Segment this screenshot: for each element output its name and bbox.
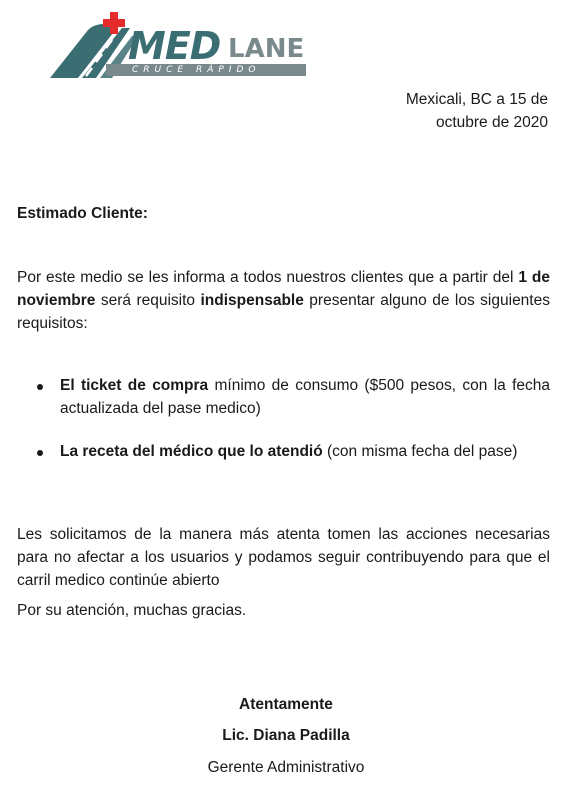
requirement-detail: mínimo de consumo ($500 pesos, con la fecha actualizada del pase medico): [60, 377, 550, 417]
intro-paragraph: [17, 266, 550, 335]
intro-date-bold: 1 de noviembre: [17, 269, 551, 309]
requirement-detail: (con misma fecha del pase): [322, 443, 518, 460]
intro-part-2: será requisito: [95, 292, 201, 309]
salutation: Estimado Cliente:: [17, 205, 148, 222]
brand-main: MED: [128, 24, 221, 68]
requirement-bold: El ticket de compra: [60, 377, 209, 394]
intro-part-3: presentar alguno de los siguientes requisitos:: [17, 292, 550, 332]
requirement-text: [60, 374, 550, 420]
request-paragraph: Les solicitamos de la manera más atenta tomen las acciones necesarias para no afectar a los usuarios y podamos seguir contribuyendo para que el carril medico continúe abierto: [17, 526, 550, 589]
intro-indispensable-bold: indispensable: [200, 292, 304, 309]
date-line-2: octubre de 2020: [435, 114, 548, 131]
brand-tagline: CRUCE RÁPIDO: [132, 65, 261, 75]
signatory-name: Lic. Diana Padilla: [222, 727, 350, 744]
thanks-paragraph: Por su atención, muchas gracias.: [17, 602, 247, 619]
date-block: [348, 88, 548, 134]
signatory-title: Gerente Administrativo: [207, 759, 365, 776]
intro-part-1: Por este medio se les informa a todos nuestros clientes que a partir del: [17, 269, 519, 286]
bullet-icon: [37, 384, 43, 390]
brand-secondary: LANE: [228, 34, 305, 64]
date-line-1: Mexicali, BC a 15 de: [405, 91, 548, 108]
requirement-text: [60, 440, 550, 463]
requirement-bold: La receta del médico que lo atendió: [60, 443, 323, 460]
medlane-logo: [48, 10, 318, 84]
bullet-icon: [37, 450, 43, 456]
valediction: Atentamente: [239, 696, 333, 713]
